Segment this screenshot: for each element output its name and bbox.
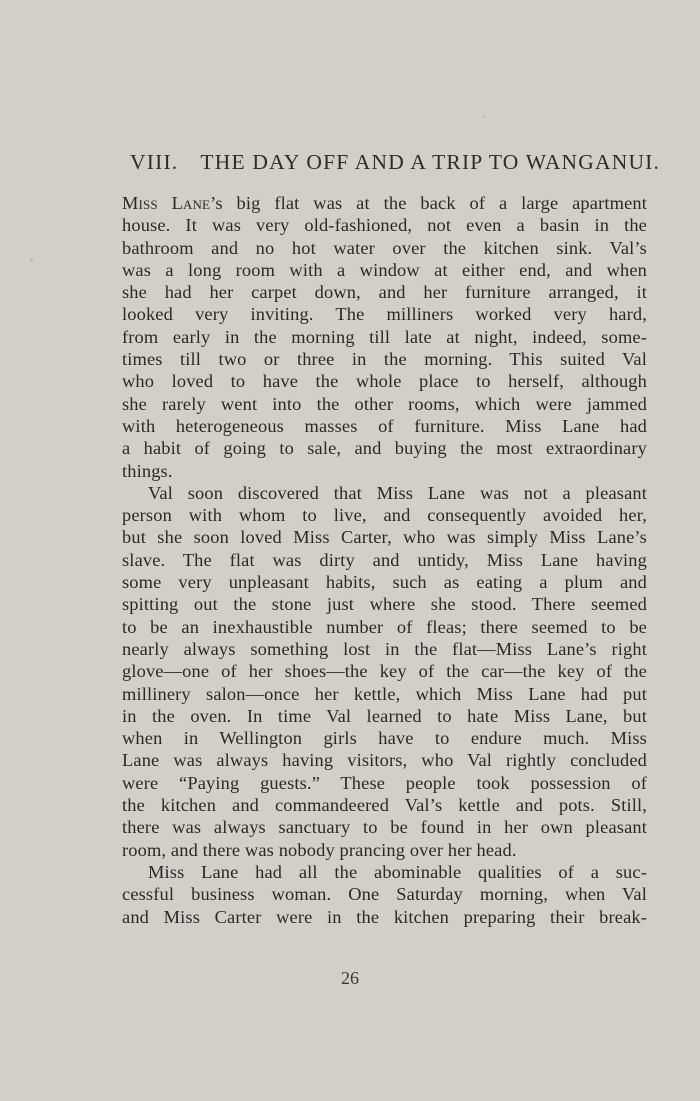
text-line: looked very inviting. The milliners worked very hard, bbox=[122, 304, 647, 325]
text-line: Miss Lane had all the abominable qualities of a suc- bbox=[148, 861, 647, 882]
text-line: a habit of going to sale, and buying the most extraordinary bbox=[122, 438, 647, 459]
text-line: were “Paying guests.” These people took possession of bbox=[122, 772, 647, 793]
body-text bbox=[122, 192, 647, 928]
text-line: bathroom and no hot water over the kitchen sink. Val’s bbox=[122, 237, 647, 258]
text-line: and Miss Carter were in the kitchen preparing their break- bbox=[122, 906, 647, 927]
text-line: in the oven. In time Val learned to hate Miss Lane, but bbox=[122, 705, 647, 726]
text-line: spitting out the stone just where she stood. There seemed bbox=[122, 594, 647, 615]
text-line: things. bbox=[122, 460, 173, 481]
text-line: Miss Lane’s big flat was at the back of a large apartment bbox=[122, 193, 647, 213]
text-line: millinery salon—once her kettle, which Miss Lane had put bbox=[122, 683, 647, 704]
small-caps-lead: Miss Lane bbox=[122, 193, 211, 213]
chapter-heading bbox=[130, 150, 661, 175]
text-line: person with whom to live, and consequently avoided her, bbox=[122, 505, 647, 526]
text-line: when in Wellington girls have to endure much. Miss bbox=[122, 728, 647, 749]
text-line: some very unpleasant habits, such as eating a plum and bbox=[122, 572, 647, 593]
text-line: who loved to have the whole place to herself, although bbox=[122, 371, 647, 392]
paper-speck bbox=[483, 116, 485, 118]
text-line: slave. The flat was dirty and untidy, Miss Lane having bbox=[122, 549, 647, 570]
text-line: with heterogeneous masses of furniture. Miss Lane had bbox=[122, 415, 647, 436]
chapter-number: VIII. bbox=[130, 150, 179, 174]
text-line: the kitchen and commandeered Val’s kettle and pots. Still, bbox=[122, 795, 647, 816]
page-number: 26 bbox=[341, 968, 359, 988]
text-line: nearly always something lost in the flat—Miss Lane’s right bbox=[122, 638, 647, 659]
text-line: glove—one of her shoes—the key of the car—the key of the bbox=[122, 661, 647, 682]
text-line: room, and there was nobody prancing over her head. bbox=[122, 839, 517, 860]
paper-speck bbox=[30, 258, 33, 261]
text-line: Val soon discovered that Miss Lane was not a pleasant bbox=[148, 482, 647, 503]
text-line: Lane was always having visitors, who Val rightly concluded bbox=[122, 750, 647, 771]
text-line: from early in the morning till late at night, indeed, some- bbox=[122, 326, 647, 347]
text-line: times till two or three in the morning. This suited Val bbox=[122, 349, 647, 370]
text-line: house. It was very old-fashioned, not even a basin in the bbox=[122, 215, 647, 236]
text-line: she had her carpet down, and her furniture arranged, it bbox=[122, 282, 647, 303]
text-line: cessful business woman. One Saturday morning, when Val bbox=[122, 884, 647, 905]
text-line: there was always sanctuary to be found in her own pleasant bbox=[122, 817, 647, 838]
text-line: she rarely went into the other rooms, which were jammed bbox=[122, 393, 647, 414]
text-line: but she soon loved Miss Carter, who was simply Miss Lane’s bbox=[122, 527, 647, 548]
text-line: to be an inexhaustible number of fleas; there seemed to be bbox=[122, 616, 647, 637]
text-line: was a long room with a window at either end, and when bbox=[122, 259, 647, 280]
chapter-title: THE DAY OFF AND A TRIP TO WANGANUI. bbox=[200, 150, 661, 174]
